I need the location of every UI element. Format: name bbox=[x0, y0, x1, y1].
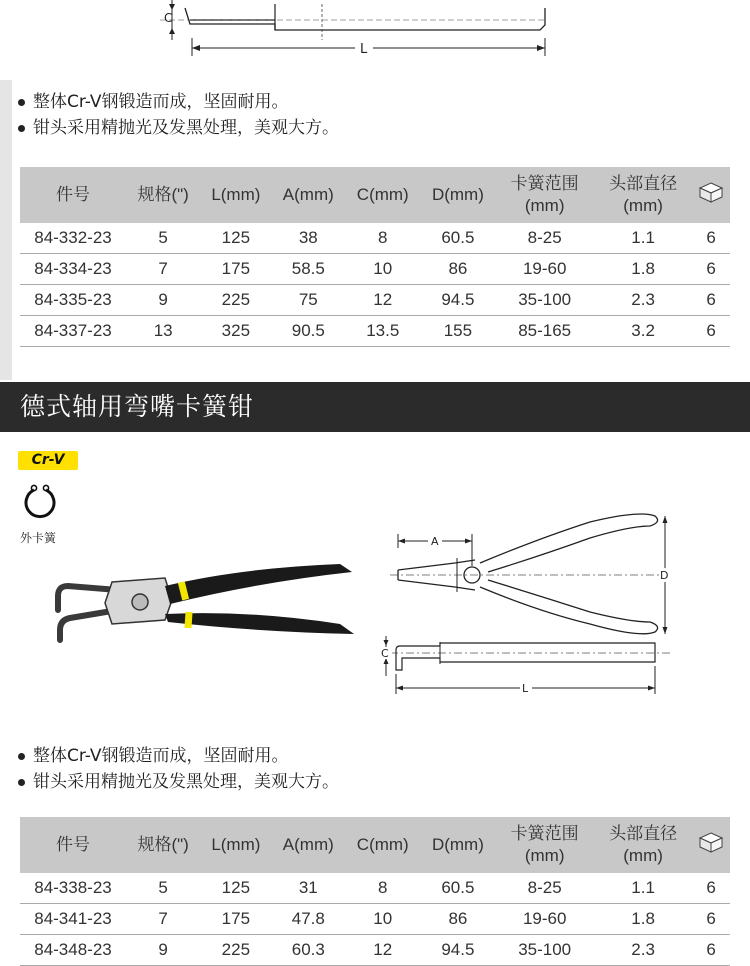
table-cell: 5 bbox=[126, 873, 200, 904]
table-row bbox=[20, 873, 730, 904]
table-cell: 155 bbox=[420, 316, 495, 347]
table-row bbox=[20, 935, 730, 966]
table-cell: 6 bbox=[692, 935, 730, 966]
table-cell: 125 bbox=[200, 223, 271, 254]
table-cell: 19-60 bbox=[495, 904, 593, 935]
table-cell: 7 bbox=[126, 904, 200, 935]
col-header-part-no: 件号 bbox=[20, 817, 126, 873]
col-header-pack bbox=[692, 167, 730, 223]
feature-item: 钳头采用精抛光及发黑处理，美观大方。 bbox=[18, 769, 339, 795]
diagram-label-l: L bbox=[522, 682, 529, 695]
table-cell: 175 bbox=[200, 254, 271, 285]
table-cell: 6 bbox=[692, 285, 730, 316]
bullet-dot-icon bbox=[18, 99, 25, 106]
table-cell: 38 bbox=[271, 223, 345, 254]
col-header-part-no: 件号 bbox=[20, 167, 126, 223]
spec-table-2 bbox=[20, 817, 730, 966]
bullet-dot-icon bbox=[18, 125, 25, 132]
table-cell: 86 bbox=[420, 254, 495, 285]
spec-table-1 bbox=[20, 167, 730, 347]
table-cell: 84-337-23 bbox=[20, 316, 126, 347]
col-header-tip-diameter: 头部直径 (mm) bbox=[594, 167, 692, 223]
table-cell: 9 bbox=[126, 935, 200, 966]
bent-nose-pliers-image bbox=[40, 560, 370, 660]
table-cell: 75 bbox=[271, 285, 345, 316]
table-cell: 84-341-23 bbox=[20, 904, 126, 935]
table-cell: 84-332-23 bbox=[20, 223, 126, 254]
col-header-l: L(mm) bbox=[200, 817, 271, 873]
table-cell: 8-25 bbox=[495, 223, 593, 254]
table-cell: 84-334-23 bbox=[20, 254, 126, 285]
table-cell: 6 bbox=[692, 873, 730, 904]
table-cell: 60.3 bbox=[271, 935, 345, 966]
table-cell: 90.5 bbox=[271, 316, 345, 347]
col-header-d: D(mm) bbox=[420, 817, 495, 873]
section-title-banner: 德式轴用弯嘴卡簧钳 bbox=[0, 382, 750, 432]
diagram-label-c: C bbox=[381, 647, 389, 660]
material-badge: Cr-V bbox=[18, 451, 78, 470]
col-header-c: C(mm) bbox=[345, 817, 420, 873]
top-dimension-diagram bbox=[0, 0, 750, 80]
table-cell: 19-60 bbox=[495, 254, 593, 285]
table-cell: 60.5 bbox=[420, 223, 495, 254]
table-cell: 35-100 bbox=[495, 285, 593, 316]
table-cell: 1.1 bbox=[594, 873, 692, 904]
col-header-tip-diameter: 头部直径 (mm) bbox=[594, 817, 692, 873]
table-cell: 2.3 bbox=[594, 285, 692, 316]
col-header-pack bbox=[692, 817, 730, 873]
col-header-d: D(mm) bbox=[420, 167, 495, 223]
table-cell: 84-348-23 bbox=[20, 935, 126, 966]
table-cell: 6 bbox=[692, 254, 730, 285]
table-cell: 225 bbox=[200, 935, 271, 966]
table-cell: 6 bbox=[692, 904, 730, 935]
table-cell: 8-25 bbox=[495, 873, 593, 904]
feature-list-1 bbox=[18, 89, 339, 141]
table-cell: 12 bbox=[345, 935, 420, 966]
pliers-dimension-diagram bbox=[380, 508, 670, 703]
external-circlip-icon bbox=[22, 482, 58, 528]
bullet-dot-icon bbox=[18, 779, 25, 786]
ring-type-label: 外卡簧 bbox=[20, 531, 57, 545]
table-cell: 225 bbox=[200, 285, 271, 316]
table-row bbox=[20, 223, 730, 254]
table-row bbox=[20, 254, 730, 285]
table-row bbox=[20, 285, 730, 316]
table-cell: 10 bbox=[345, 904, 420, 935]
table-cell: 7 bbox=[126, 254, 200, 285]
table-cell: 8 bbox=[345, 223, 420, 254]
table-cell: 2.3 bbox=[594, 935, 692, 966]
col-header-a: A(mm) bbox=[271, 167, 345, 223]
col-header-l: L(mm) bbox=[200, 167, 271, 223]
table-cell: 31 bbox=[271, 873, 345, 904]
table-header-row bbox=[20, 817, 730, 873]
table-cell: 84-335-23 bbox=[20, 285, 126, 316]
diagram-label-d: D bbox=[660, 569, 669, 582]
table-cell: 10 bbox=[345, 254, 420, 285]
col-header-size: 规格(") bbox=[126, 167, 200, 223]
top-label-l: L bbox=[360, 42, 368, 57]
col-header-c: C(mm) bbox=[345, 167, 420, 223]
table-cell: 35-100 bbox=[495, 935, 593, 966]
table-cell: 94.5 bbox=[420, 285, 495, 316]
col-header-a: A(mm) bbox=[271, 817, 345, 873]
feature-item: 整体Cr-V钢锻造而成，坚固耐用。 bbox=[18, 743, 339, 769]
table-cell: 60.5 bbox=[420, 873, 495, 904]
table-cell: 1.1 bbox=[594, 223, 692, 254]
table-cell: 85-165 bbox=[495, 316, 593, 347]
table-cell: 6 bbox=[692, 316, 730, 347]
package-box-icon bbox=[698, 181, 724, 203]
table-cell: 3.2 bbox=[594, 316, 692, 347]
table-cell: 84-338-23 bbox=[20, 873, 126, 904]
table-cell: 94.5 bbox=[420, 935, 495, 966]
feature-item: 钳头采用精抛光及发黑处理，美观大方。 bbox=[18, 115, 339, 141]
table-cell: 47.8 bbox=[271, 904, 345, 935]
package-box-icon bbox=[698, 831, 724, 853]
table-cell: 8 bbox=[345, 873, 420, 904]
table-cell: 175 bbox=[200, 904, 271, 935]
table-header-row bbox=[20, 167, 730, 223]
table-cell: 5 bbox=[126, 223, 200, 254]
table-cell: 58.5 bbox=[271, 254, 345, 285]
feature-item: 整体Cr-V钢锻造而成，坚固耐用。 bbox=[18, 89, 339, 115]
diagram-label-a: A bbox=[431, 535, 439, 548]
table-cell: 125 bbox=[200, 873, 271, 904]
col-header-size: 规格(") bbox=[126, 817, 200, 873]
bullet-dot-icon bbox=[18, 753, 25, 760]
top-label-c: C bbox=[164, 11, 173, 25]
table-cell: 12 bbox=[345, 285, 420, 316]
side-strip bbox=[0, 80, 12, 380]
table-cell: 1.8 bbox=[594, 254, 692, 285]
table-cell: 325 bbox=[200, 316, 271, 347]
feature-list-2 bbox=[18, 743, 339, 795]
col-header-ring-range: 卡簧范围 (mm) bbox=[495, 167, 593, 223]
table-cell: 86 bbox=[420, 904, 495, 935]
table-row bbox=[20, 904, 730, 935]
table-cell: 9 bbox=[126, 285, 200, 316]
col-header-ring-range: 卡簧范围 (mm) bbox=[495, 817, 593, 873]
table-cell: 13.5 bbox=[345, 316, 420, 347]
table-row bbox=[20, 316, 730, 347]
table-cell: 1.8 bbox=[594, 904, 692, 935]
table-cell: 6 bbox=[692, 223, 730, 254]
table-cell: 13 bbox=[126, 316, 200, 347]
